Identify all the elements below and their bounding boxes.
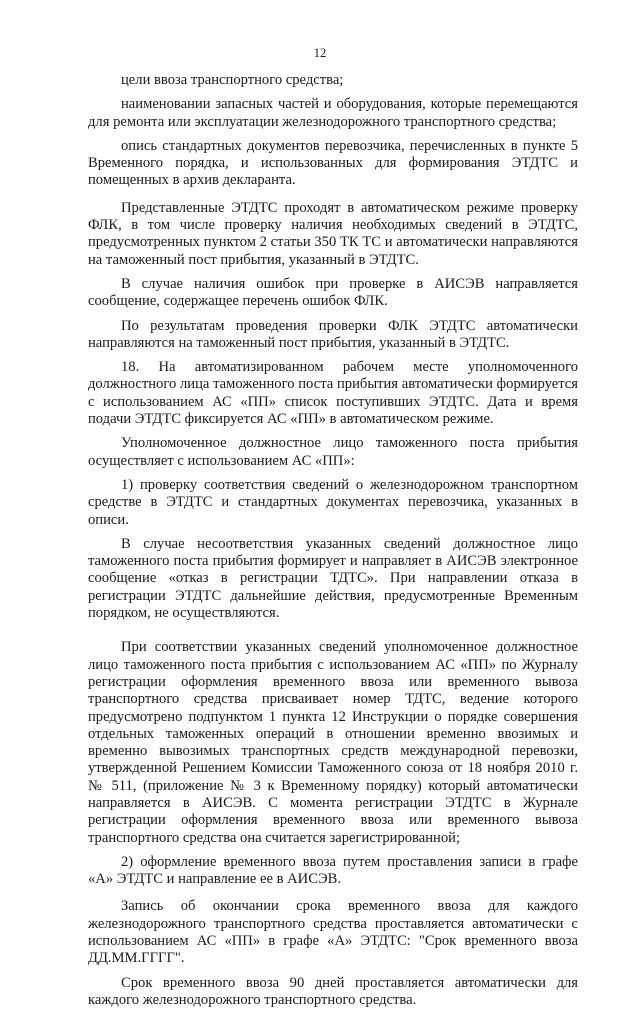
paragraph-item-18: 18. На автоматизированном рабочем месте уполномоченного должностного лица таможенного поста прибытия автоматически формируется с использованием АС «ПП» список поступивших ЭТДТС. Дата и время подачи ЭТДТС фиксируется АС «ПП» в автоматическом режиме. bbox=[88, 359, 578, 428]
document-body bbox=[88, 72, 578, 1016]
paragraph-documents-inventory: опись стандартных документов перевозчика, перечисленных в пункте 5 Временного порядка, и использованных для формирования ЭТДТС и помещенных в архив декларанта. bbox=[88, 137, 578, 189]
paragraph-spare-parts: наименовании запасных частей и оборудования, которые перемещаются для ремонта или эксплуатации железнодорожного транспортного средства; bbox=[88, 96, 578, 130]
paragraph-entry-purpose: цели ввоза транспортного средства; bbox=[121, 72, 344, 88]
paragraph-check-correspondence: 1) проверку соответствия сведений о железнодорожном транспортном средстве в ЭТДТС и стандартных документах перевозчика, указанных в описи. bbox=[88, 476, 578, 528]
paragraph-check-results: По результатам проведения проверки ФЛК ЭТДТС автоматически направляются на таможенный пост прибытия, указанный в ЭТДТС. bbox=[88, 317, 578, 351]
paragraph-expiry-record: Запись об окончании срока временного ввоза для каждого железнодорожного транспортного средства проставляется автоматически с использованием АС «ПП» в графе «А» ЭТДТС: "Срок временного ввоза ДД.ММ.ГГГГ". bbox=[88, 898, 578, 967]
paragraph-mismatch: В случае несоответствия указанных сведений должностное лицо таможенного поста прибытия формирует и направляет в АИСЭВ электронное сообщение «отказ в регистрации ТДТС». При направлении отказа в регистрации ЭТДТС дальнейшие действия, предусмотренные Временным порядком, не осуществляются. bbox=[88, 535, 578, 622]
paragraph-errors-message: В случае наличия ошибок при проверке в АИСЭВ направляется сообщение, содержащее перечень ошибок ФЛК. bbox=[88, 275, 578, 310]
paragraph-flk-check: Представленные ЭТДТС проходят в автоматическом режиме проверку ФЛК, в том числе проверку наличия необходимых сведений в ЭТДТС, предусмотренных пунктом 2 статьи 350 ТК ТС и автоматически направляются на таможенный пост прибытия, указанный в ЭТДТС. bbox=[88, 199, 578, 268]
paragraph-90-days: Срок временного ввоза 90 дней проставляется автоматически для каждого железнодорожного транспортного средства. bbox=[88, 974, 578, 1008]
paragraph-temporary-import-record: 2) оформление временного ввоза путем проставления записи в графе «А» ЭТДТС и направление ее в АИСЭВ. bbox=[88, 853, 578, 888]
paragraph-registration: При соответствии указанных сведений уполномоченное должностное лицо таможенного поста прибытия с использованием АС «ПП» по Журналу регистрации оформления временного ввоза или временного вывоза транспортного средства присваивает номер ТДТС, ведение которого предусмотрено подпунктом 1 пункта 12 Инструкции о порядке совершения отдельных таможенных операций в отношении временно ввозимых и временно вывозимых транспортных средств международной перевозки, утвержденной Решением Комиссии Таможенного союза от 18 ноября 2010 г. № 511, (приложение № 3 к Временному порядку) который автоматически направляется в АИСЭВ. С момента регистрации ЭТДТС в Журнале регистрации оформления временного ввоза или временного вывоза транспортного средства она считается зарегистрированной; bbox=[88, 639, 578, 846]
page-number: 12 bbox=[313, 46, 327, 60]
paragraph-officer-actions: Уполномоченное должностное лицо таможенного поста прибытия осуществляет с использованием АС «ПП»: bbox=[88, 435, 578, 469]
